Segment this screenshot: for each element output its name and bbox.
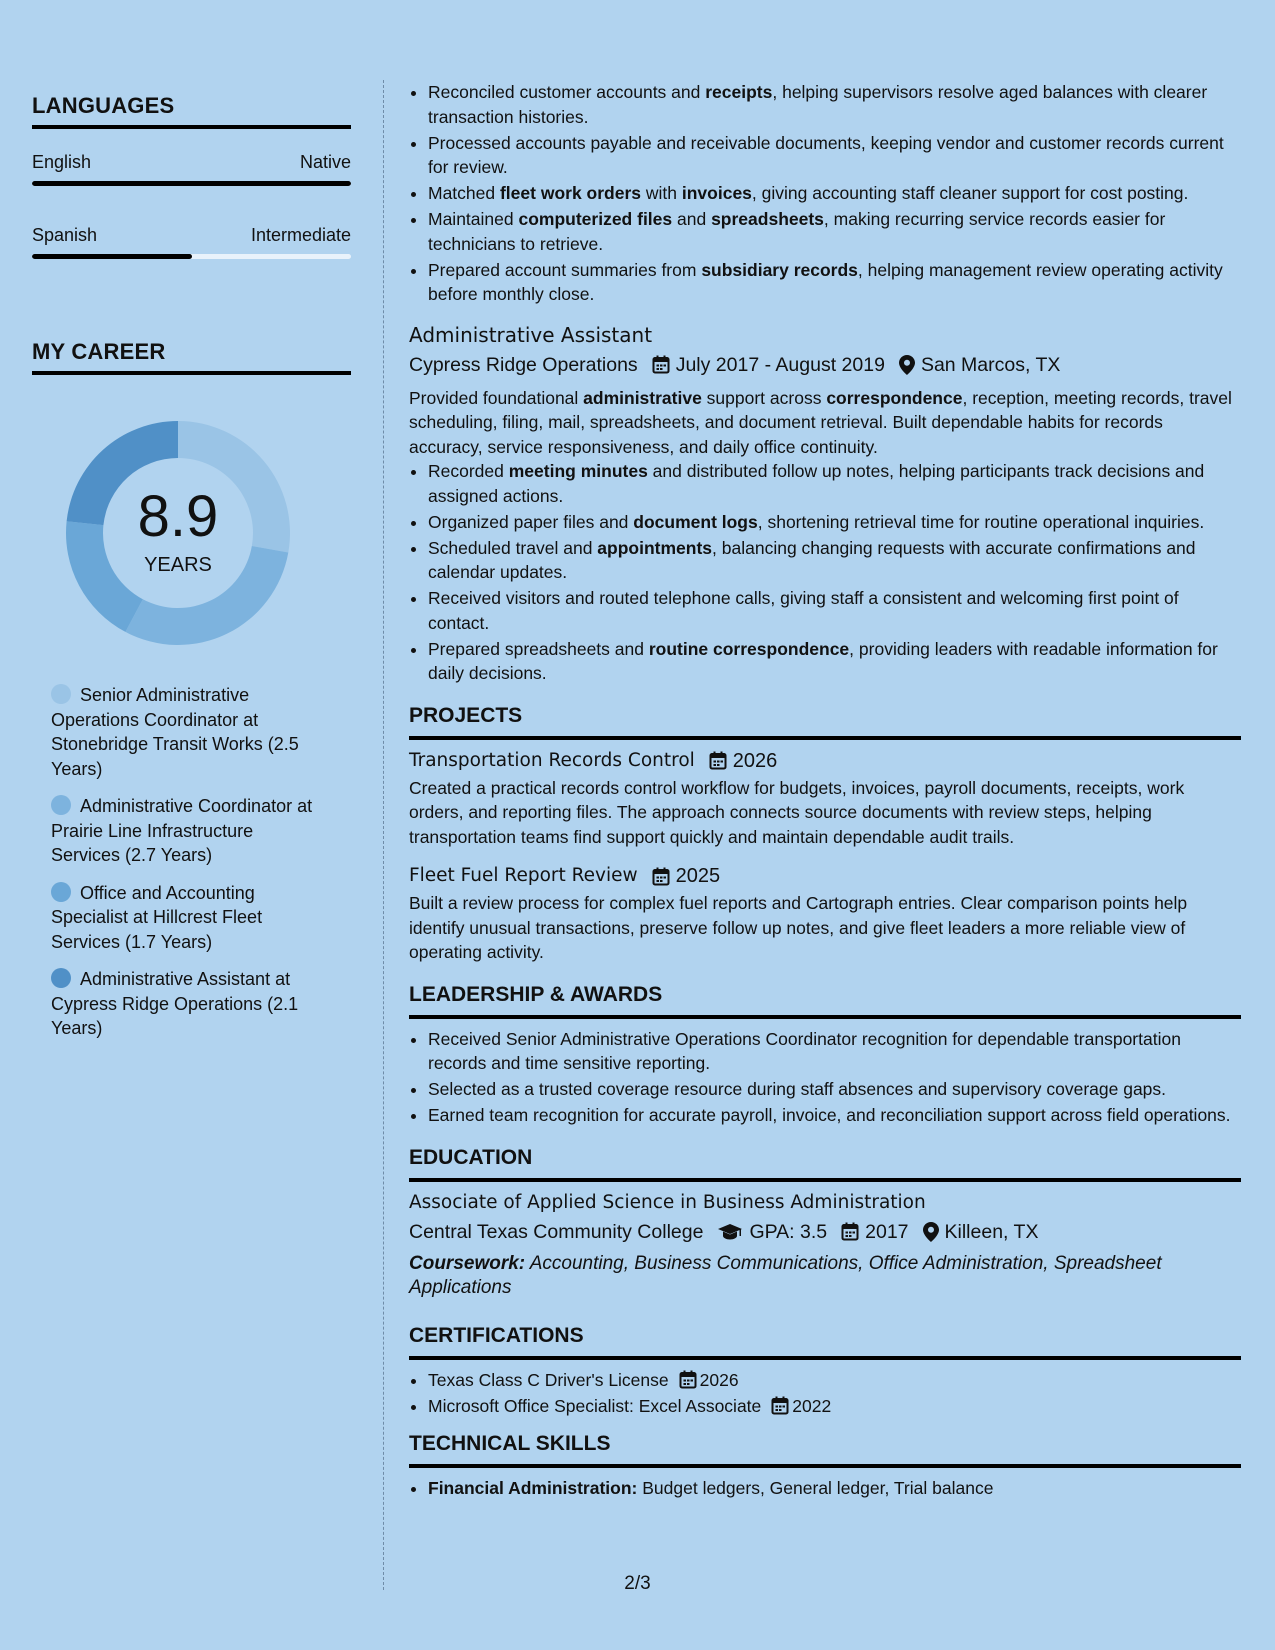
calendar-icon [841,1222,859,1241]
certification-year: 2022 [792,1395,832,1416]
certification-name: • Microsoft Office Specialist: Excel Associate [428,1395,762,1416]
bullet-item [428,258,1241,307]
project-name: Fleet Fuel Report Review [409,865,638,886]
education-meta [409,1218,1241,1246]
languages-list [32,151,351,259]
coursework-list: Accounting, Business Communications, Office Administration, Spreadsheet Applications [409,1252,1162,1298]
career-legend-item [51,967,321,1041]
legend-label: Administrative Coordinator at Prairie Line Infrastructure Services (2.7 Years) [51,796,313,865]
degree-title: Associate of Applied Science in Business Administration [409,1191,926,1213]
legend-dot [51,684,71,704]
education-location: Killeen, TX [944,1220,1039,1243]
bullet-item [428,637,1241,686]
calendar-icon [709,751,727,770]
legend-dot [51,795,71,815]
awards-title: LEADERSHIP & AWARDS [409,981,1241,1019]
text-fragment: Processed accounts payable and receivable documents, keeping vendor and customer records current for review. [428,132,1224,177]
certification-year: 2026 [699,1369,739,1390]
bold-keyword: administrative [583,387,702,408]
projects-title: PROJECTS [409,702,1241,740]
school-name: Central Texas Community College [409,1220,704,1243]
graduation-year: 2017 [865,1220,909,1243]
location-pin-icon [899,355,915,375]
sidebar [32,93,351,1054]
skill-value: Budget ledgers, General ledger, Trial balance [637,1478,994,1498]
text-fragment: and distributed follow up notes, helping participants track decisions and assigned actions. [428,461,1205,506]
text-fragment: Matched [428,183,500,203]
job-location: San Marcos, TX [920,353,1061,376]
text-fragment: Prepared account summaries from [428,259,702,280]
bold-keyword: spreadsheets [711,209,824,229]
project-title [409,863,1241,889]
bullet-item [428,536,1241,585]
career-legend-item [51,794,321,868]
certifications-title: CERTIFICATIONS [409,1322,1241,1360]
job-company: Cypress Ridge Operations [409,353,638,376]
text-fragment: Provided foundational [409,387,584,408]
project-description: Built a review process for complex fuel reports and Cartograph entries. Clear comparison points help identify unusual transactions, preserve follow up notes, and give fleet leaders a more reliable view of operating activity. [409,893,1188,962]
text-fragment: , reception, meeting records, travel scheduling, filing, mail, spreadsheets, and document retrieval. Built dependable habits for records accuracy, service responsiveness, and daily office continuity. [409,387,1232,457]
calendar-icon [679,1370,697,1389]
gpa: GPA: 3.5 [749,1220,828,1243]
bold-keyword: appointments [597,537,713,558]
text-fragment: Organized paper files and [428,511,634,532]
coursework [409,1252,1241,1300]
career-title: MY CAREER [32,339,351,375]
bullet-item [428,80,1241,129]
text-fragment: Reconciled customer accounts and [428,82,706,102]
calendar-icon [652,867,670,886]
language-name: Spanish [32,225,98,245]
language-proficiency-bar [32,254,351,259]
certification-item [428,1368,1241,1393]
page-number: 2/3 [624,1573,651,1594]
language-item [32,224,351,259]
skills-list [409,1476,1241,1501]
language-name: English [32,152,92,172]
text-fragment: , helping management review operating activity before monthly close. [428,259,1223,304]
previous-job-bullets [409,80,1241,307]
career-legend [32,683,351,1041]
career-legend-item [51,881,321,955]
career-total-years: 8.9 [137,484,219,549]
text-fragment: , helping supervisors resolve aged balances with clearer transaction histories. [428,82,1208,127]
certification-row [428,1394,1241,1419]
text-fragment: and [672,209,712,229]
award-item: • Earned team recognition for accurate payroll, invoice, and reconciliation support across field operations. [428,1103,1241,1128]
text-fragment: Received visitors and routed telephone calls, giving staff a consistent and welcoming first point of contact. [428,588,1179,633]
awards-list [409,1027,1241,1128]
bold-keyword: document logs [633,511,758,532]
legend-label: Administrative Assistant at Cypress Ridge Operations (2.1 Years) [51,969,299,1038]
legend-label: Senior Administrative Operations Coordinator at Stonebridge Transit Works (2.5 Years) [51,685,299,779]
main-content [409,80,1241,1502]
calendar-icon [652,355,670,374]
projects-list [409,748,1241,965]
bullet-item [428,510,1241,535]
text-fragment: with [641,183,682,203]
bold-keyword: meeting minutes [508,461,648,481]
project-description: Created a practical records control workflow for budgets, invoices, payroll documents, receipts, work orders, and reporting files. The approach connects source documents with review steps, helping transportation teams find support quickly and maintain dependable audit trails. [409,777,1185,847]
career-donut-chart [63,418,293,648]
award-item: • Selected as a trusted coverage resource during staff absences and supervisory coverage gaps. [428,1077,1241,1102]
text-fragment: , making recurring service records easier for technicians to retrieve. [428,209,1166,254]
text-fragment: , giving accounting staff cleaner support for cost posting. [751,183,1189,203]
text-fragment: Maintained [428,209,519,229]
career-total-unit: YEARS [144,554,212,576]
language-level: Intermediate [250,225,351,245]
text-fragment: Recorded [428,461,509,481]
job-title: Administrative Assistant [409,322,653,347]
text-fragment: , providing leaders with readable information for daily decisions. [428,638,1218,683]
language-proficiency-bar [32,181,351,186]
project-name: Transportation Records Control [409,749,695,771]
bold-keyword: fleet work orders [499,183,642,203]
skills-title: TECHNICAL SKILLS [409,1430,1241,1468]
skill-item [428,1476,1241,1501]
language-row [32,224,351,246]
education-title: EDUCATION [409,1144,1241,1182]
text-fragment: , shortening retrieval time for routine operational inquiries. [757,511,1205,532]
project-year: 2025 [675,865,721,887]
text-fragment: Prepared spreadsheets and [428,638,649,659]
job-summary [409,386,1241,460]
calendar-icon [771,1396,789,1415]
text-fragment: support across [701,387,827,408]
bullet-item [428,586,1241,635]
languages-title: LANGUAGES [32,93,351,129]
legend-label: Office and Accounting Specialist at Hillcrest Fleet Services (1.7 Years) [51,882,263,952]
project-title [409,748,1241,774]
bullet-item [428,131,1241,180]
award-item: • Received Senior Administrative Operations Coordinator recognition for dependable transportation records and time sensitive reporting. [428,1027,1241,1076]
skill-label: Financial Administration: [428,1478,638,1498]
location-pin-icon [923,1222,939,1242]
bullet-item [428,207,1241,256]
bullet-item [428,181,1241,206]
column-divider [383,80,384,1590]
bold-keyword: receipts [705,82,773,102]
project-year: 2026 [732,749,778,772]
text-fragment: Scheduled travel and [428,537,598,558]
bold-keyword: computerized files [518,209,673,229]
career-legend-item [51,683,321,781]
job-dates: July 2017 - August 2019 [675,353,885,376]
certification-item [428,1394,1241,1419]
graduation-cap-icon [717,1223,743,1241]
bold-keyword: subsidiary records [701,259,858,280]
language-proficiency-fill [32,254,192,259]
language-proficiency-fill [32,181,351,186]
language-row [32,151,351,173]
bold-keyword: correspondence [826,387,963,408]
job-bullets [409,459,1241,686]
text-fragment: , balancing changing requests with accurate confirmations and calendar updates. [428,537,1196,582]
certifications-list [409,1368,1241,1419]
certification-name: • Texas Class C Driver's License [428,1369,669,1390]
legend-dot [51,882,71,902]
legend-dot [51,968,71,988]
bold-keyword: routine correspondence [648,638,850,659]
certification-row [428,1368,1241,1393]
bold-keyword: invoices [681,183,752,203]
job-meta [409,351,1241,379]
language-item [32,151,351,186]
bullet-item [428,459,1241,508]
coursework-label: Coursework: [409,1252,526,1274]
language-level: Native [299,152,351,172]
